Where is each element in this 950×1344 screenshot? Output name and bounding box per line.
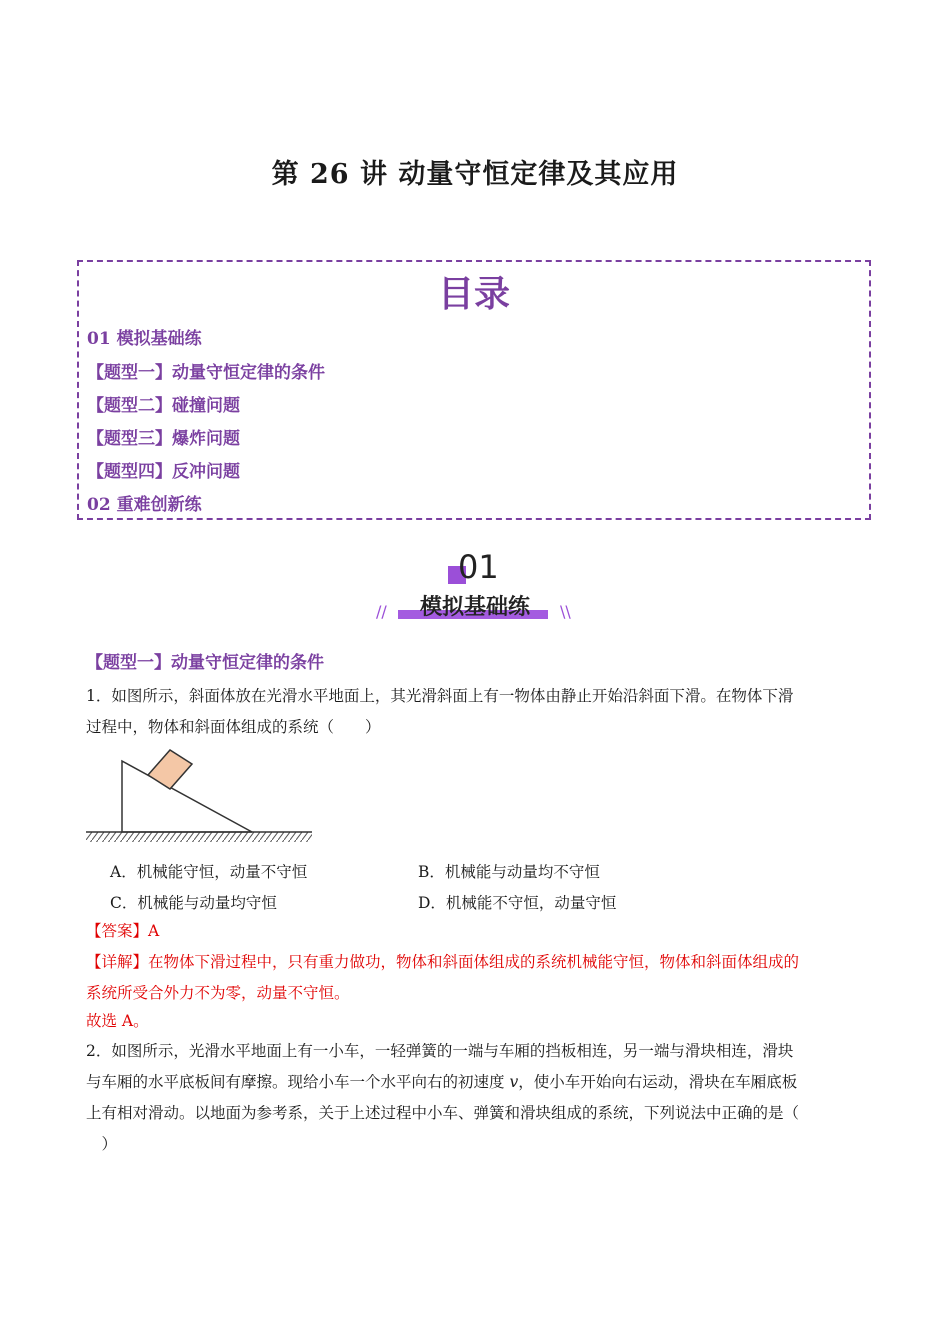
section-banner	[370, 548, 580, 628]
question-2-text-part: ，使小车开始向右运动，滑块在车厢底板	[518, 1073, 798, 1091]
incline-figure	[86, 744, 312, 842]
section-number: 01	[458, 548, 499, 586]
topic-heading: 【题型一】动量守恒定律的条件	[86, 653, 324, 673]
question-2-text	[86, 1067, 797, 1098]
toc-heading: 目录	[437, 274, 510, 315]
ground-hatch	[86, 832, 312, 842]
conclusion-text: 故选 A。	[86, 1012, 149, 1030]
toc-item[interactable]: 【题型四】反冲问题	[87, 462, 240, 482]
detail-line	[86, 947, 799, 978]
detail-label: 【详解】	[86, 953, 149, 971]
question-2-text: 上有相对滑动。以地面为参考系，关于上述过程中小车、弹簧和滑块组成的系统，下列说法中正确的是（	[86, 1104, 800, 1122]
option-c[interactable]: C．机械能与动量均守恒	[110, 894, 277, 912]
left-slash-decoration: //	[376, 602, 387, 621]
option-d[interactable]: D．机械能不守恒，动量守恒	[418, 894, 617, 912]
answer-label: 【答案】	[86, 922, 149, 940]
question-1-text: 过程中，物体和斜面体组成的系统（ ）	[86, 718, 381, 736]
velocity-symbol: v	[509, 1073, 519, 1091]
question-1-text: 1．如图所示，斜面体放在光滑水平地面上，其光滑斜面上有一物体由静止开始沿斜面下滑。在物体下滑	[86, 687, 794, 705]
toc-item[interactable]: 【题型一】动量守恒定律的条件	[87, 363, 325, 383]
page-title: 第 26 讲 动量守恒定律及其应用	[271, 159, 679, 190]
incline-block	[122, 761, 252, 832]
question-2-text: 2．如图所示，光滑水平地面上有一小车，一轻弹簧的一端与车厢的挡板相连，另一端与滑块相连，滑块	[86, 1042, 794, 1060]
answer-value: A	[148, 922, 160, 940]
detail-text: 在物体下滑过程中，只有重力做功，物体和斜面体组成的系统机械能守恒，物体和斜面体组成的	[148, 953, 800, 971]
option-b[interactable]: B．机械能与动量均不守恒	[418, 863, 600, 881]
right-slash-decoration: \\	[560, 602, 571, 621]
option-a[interactable]: A．机械能守恒，动量不守恒	[110, 863, 308, 881]
toc-item[interactable]: 01 模拟基础练	[87, 329, 202, 349]
toc-item[interactable]: 【题型二】碰撞问题	[87, 396, 240, 416]
section-title: 模拟基础练	[419, 595, 530, 620]
table-of-contents	[77, 260, 871, 520]
sliding-box	[148, 750, 192, 789]
detail-text: 系统所受合外力不为零，动量不守恒。	[86, 984, 350, 1002]
question-2-text: ）	[86, 1135, 118, 1153]
toc-item[interactable]: 【题型三】爆炸问题	[87, 429, 240, 449]
answer-line	[86, 916, 159, 947]
question-2-text-part: 与车厢的水平底板间有摩擦。现给小车一个水平向右的初速度	[86, 1073, 510, 1091]
toc-item[interactable]: 02 重难创新练	[87, 495, 202, 515]
